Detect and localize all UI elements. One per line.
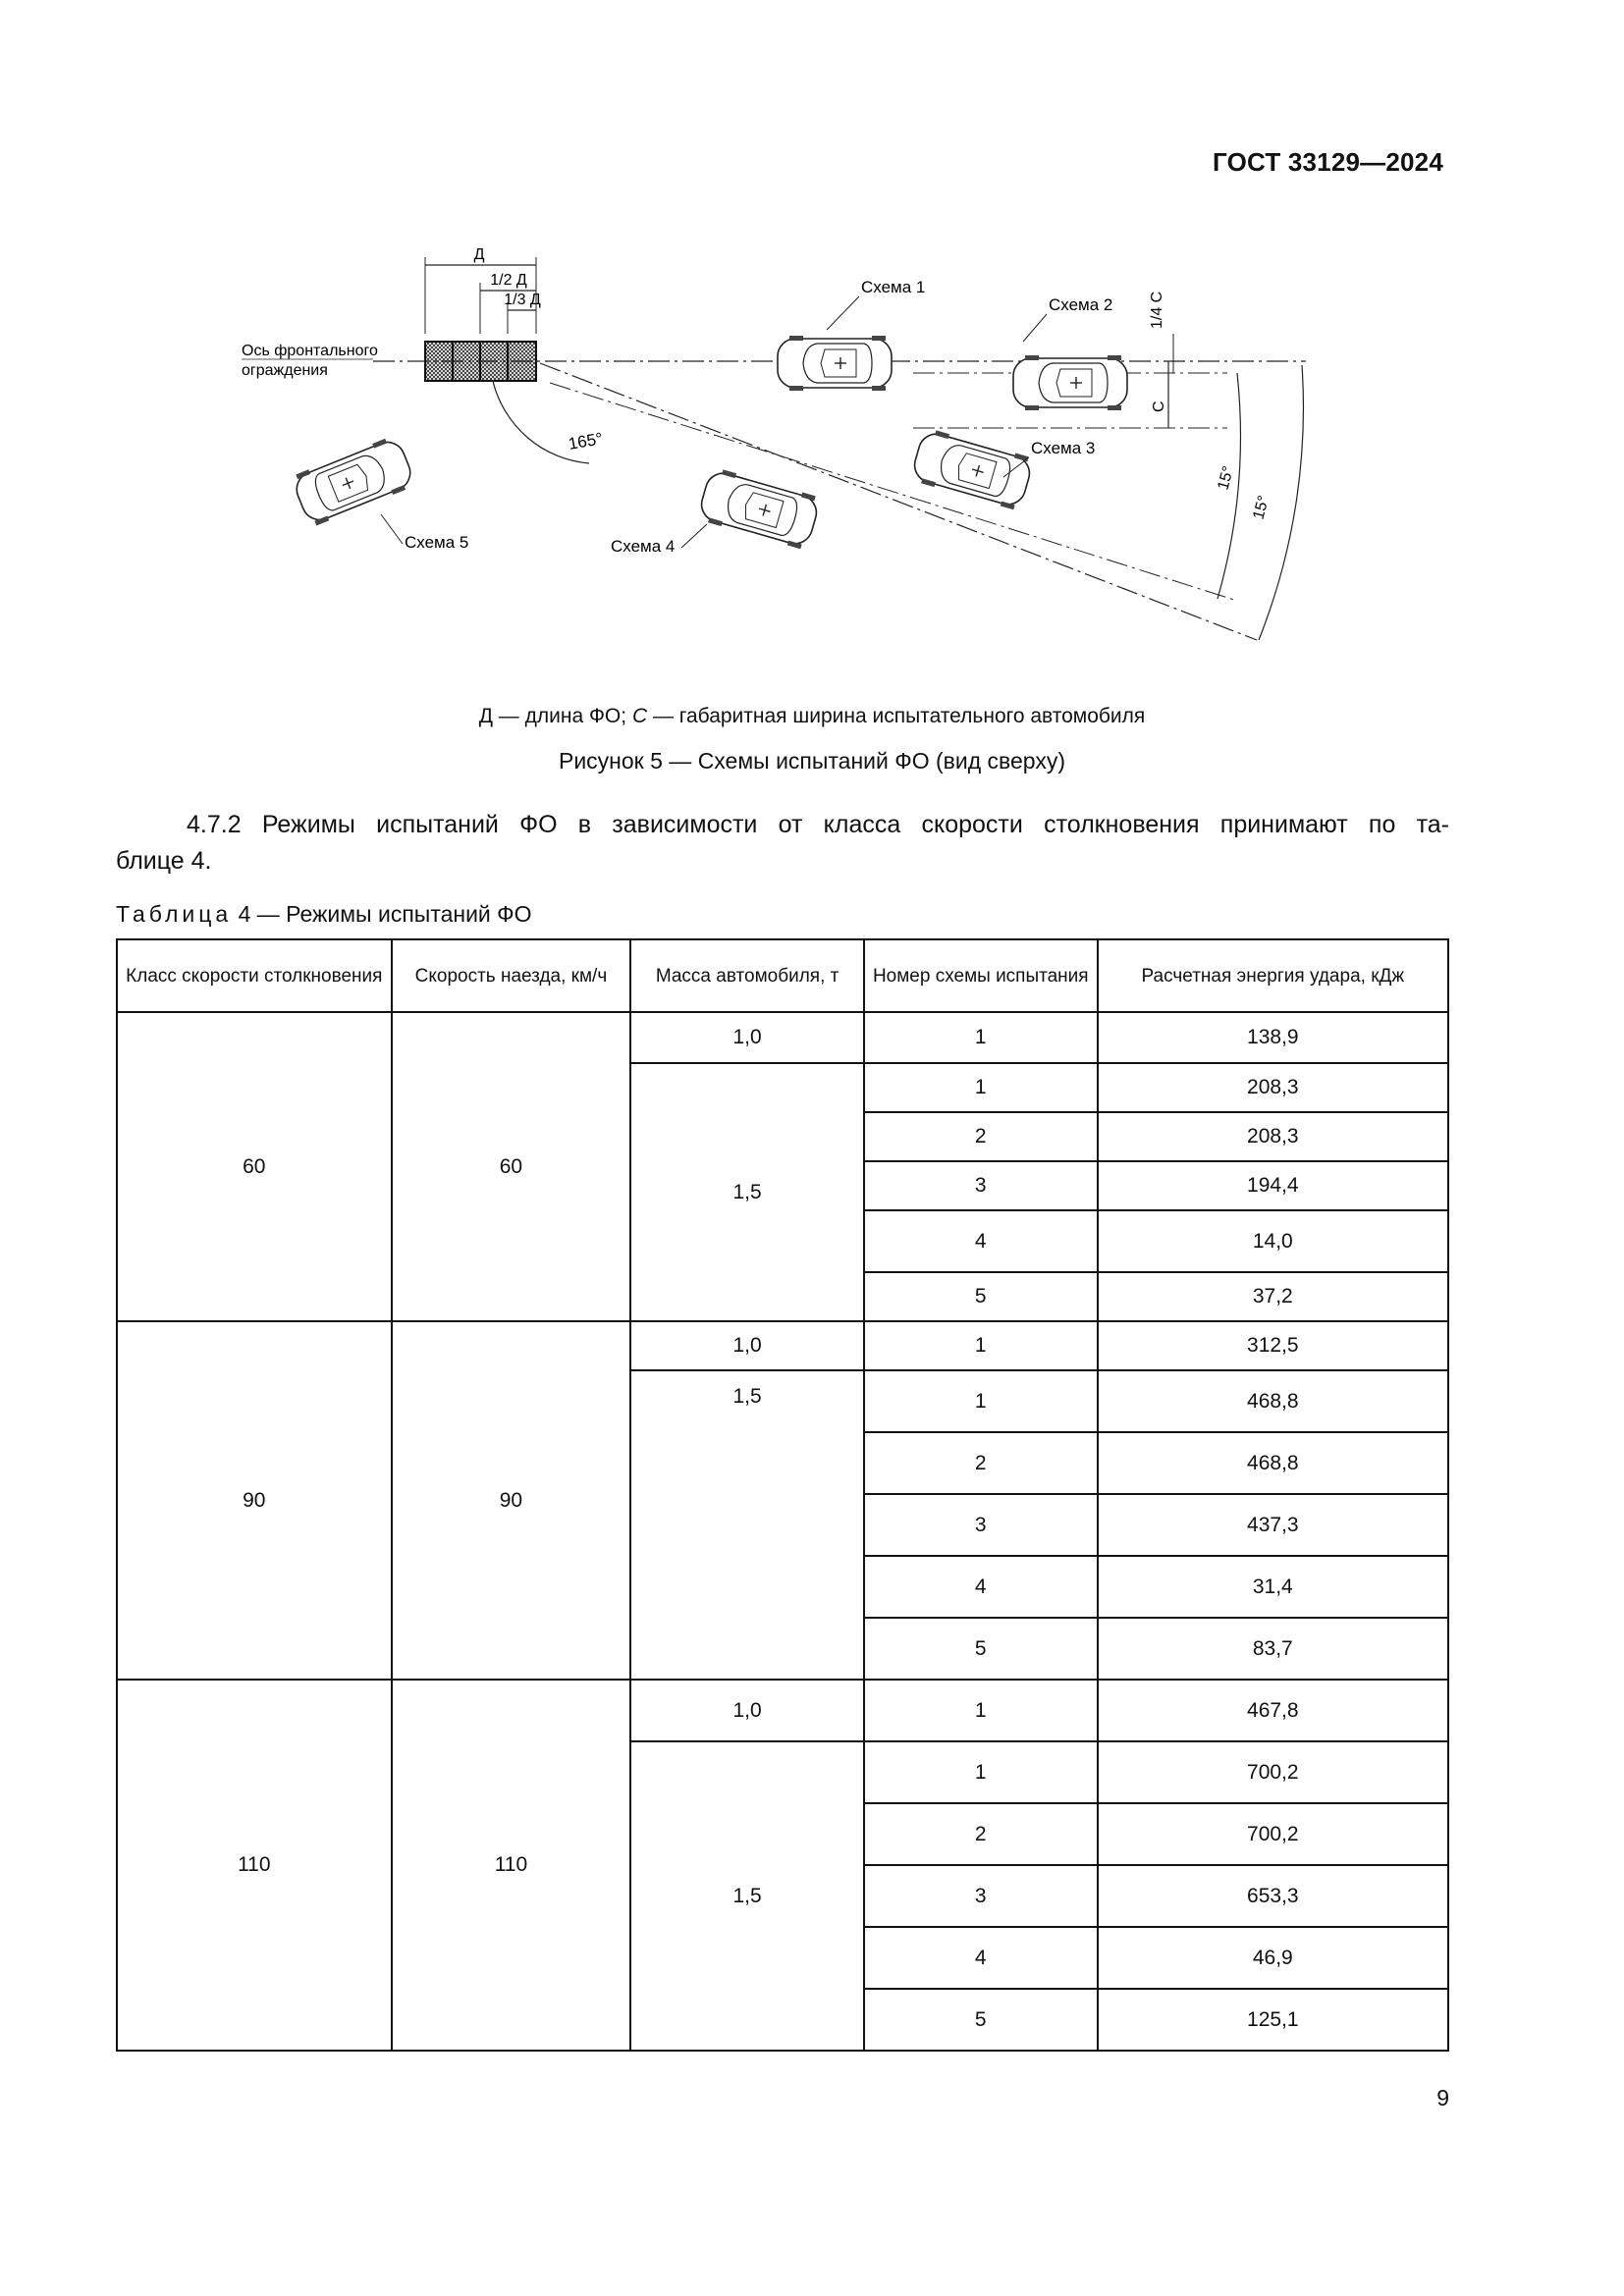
scheme-cell: 3 xyxy=(864,1865,1098,1927)
car-scheme-1 xyxy=(778,336,892,391)
scheme-cell: 1 xyxy=(864,1321,1098,1370)
axis-label-line2: ограждения xyxy=(242,362,328,379)
speed-class-cell: 60 xyxy=(117,1012,392,1321)
table-row xyxy=(117,1012,1448,1063)
table-title xyxy=(116,901,532,928)
mass-cell: 1,5 xyxy=(630,1741,864,2051)
table-row xyxy=(117,1321,1448,1370)
scheme-cell: 1 xyxy=(864,1370,1098,1432)
angle-165-label: 165° xyxy=(567,429,605,454)
dim-half-label: 1/2 Д xyxy=(490,272,527,289)
car-scheme-5 xyxy=(291,434,417,527)
scheme-cell: 1 xyxy=(864,1063,1098,1112)
energy-cell: 194,4 xyxy=(1098,1161,1448,1210)
scheme-cell: 3 xyxy=(864,1161,1098,1210)
energy-cell: 468,8 xyxy=(1098,1432,1448,1494)
car-scheme-3 xyxy=(910,427,1035,511)
paragraph-line-2: блице 4. xyxy=(116,847,212,875)
energy-cell: 138,9 xyxy=(1098,1012,1448,1063)
dim-third-label: 1/3 Д xyxy=(504,292,541,308)
energy-cell: 653,3 xyxy=(1098,1865,1448,1927)
speed-cell: 60 xyxy=(392,1012,631,1321)
energy-cell: 31,4 xyxy=(1098,1556,1448,1618)
page-number: 9 xyxy=(1436,2085,1449,2110)
energy-cell: 208,3 xyxy=(1098,1063,1448,1112)
car-scheme-4 xyxy=(697,466,822,551)
test-schemes-figure xyxy=(226,236,1326,687)
scheme-1-label: Схема 1 xyxy=(861,278,926,296)
car-scheme-2 xyxy=(1013,355,1127,410)
scheme-2-label: Схема 2 xyxy=(1049,295,1113,314)
scheme-cell: 2 xyxy=(864,1432,1098,1494)
length-dimensions xyxy=(425,246,541,334)
speed-cell: 110 xyxy=(392,1680,631,2051)
paragraph-line-1: 4.7.2 Режимы испытаний ФО в зависимости от класса скорости столкновения принимают по та- xyxy=(187,811,1449,838)
speed-class-cell: 90 xyxy=(117,1321,392,1680)
scheme-4-label: Схема 4 xyxy=(611,537,676,556)
energy-cell: 467,8 xyxy=(1098,1680,1448,1741)
energy-cell: 700,2 xyxy=(1098,1741,1448,1803)
scheme-cell: 2 xyxy=(864,1112,1098,1161)
mass-cell: 1,0 xyxy=(630,1680,864,1741)
angle-15b-label: 15° xyxy=(1250,494,1273,522)
energy-cell: 208,3 xyxy=(1098,1112,1448,1161)
scheme-cell: 5 xyxy=(864,1989,1098,2051)
table-row xyxy=(117,1680,1448,1741)
speed-cell: 90 xyxy=(392,1321,631,1680)
energy-cell: 14,0 xyxy=(1098,1210,1448,1272)
table-header-row xyxy=(117,939,1448,1012)
scheme-3-label: Схема 3 xyxy=(1031,439,1096,457)
scheme-cell: 5 xyxy=(864,1272,1098,1321)
energy-cell: 468,8 xyxy=(1098,1370,1448,1432)
paragraph-4-7-2 xyxy=(116,807,1449,880)
energy-cell: 437,3 xyxy=(1098,1494,1448,1556)
scheme-cell: 4 xyxy=(864,1210,1098,1272)
energy-cell: 37,2 xyxy=(1098,1272,1448,1321)
scheme-5-label: Схема 5 xyxy=(405,533,469,552)
axis-label-line1: Ось фронтального xyxy=(242,343,378,359)
legend-c-symbol: С xyxy=(631,705,648,727)
dim-full-label: Д xyxy=(473,246,485,263)
scheme-cell: 2 xyxy=(864,1803,1098,1865)
angle-15a-label: 15° xyxy=(1215,464,1238,493)
scheme-cell: 4 xyxy=(864,1927,1098,1989)
test-modes-table xyxy=(116,938,1449,2052)
quarter-c-label: 1/4 С xyxy=(1149,291,1165,329)
document-header: ГОСТ 33129—2024 xyxy=(1213,147,1443,177)
speed-class-cell: 110 xyxy=(117,1680,392,2051)
mass-cell: 1,5 xyxy=(630,1370,864,1680)
energy-cell: 83,7 xyxy=(1098,1618,1448,1680)
legend-d-text: — длина ФО; xyxy=(492,705,632,727)
scheme-cell: 1 xyxy=(864,1012,1098,1063)
header-vehicle-mass: Масса автомобиля, т xyxy=(630,939,864,1012)
c-label: С xyxy=(1151,400,1167,412)
energy-cell: 700,2 xyxy=(1098,1803,1448,1865)
scheme-cell: 3 xyxy=(864,1494,1098,1556)
figure-legend xyxy=(0,705,1624,728)
mass-cell: 1,0 xyxy=(630,1012,864,1063)
legend-d-symbol: Д xyxy=(478,705,493,727)
scheme-cell: 4 xyxy=(864,1556,1098,1618)
width-dimensions xyxy=(1149,292,1173,428)
table-title-word: Таблица xyxy=(116,901,233,927)
mass-cell: 1,0 xyxy=(630,1321,864,1370)
header-scheme-number: Номер схемы испытания xyxy=(864,939,1098,1012)
legend-c-text: — габаритная ширина испытательного автомобиля xyxy=(647,705,1146,727)
header-speed-class: Класс скорости столкновения xyxy=(117,939,392,1012)
mass-cell: 1,5 xyxy=(630,1063,864,1321)
scheme-cell: 1 xyxy=(864,1741,1098,1803)
scheme-cell: 1 xyxy=(864,1680,1098,1741)
header-impact-speed: Скорость наезда, км/ч xyxy=(392,939,631,1012)
table-title-rest: 4 — Режимы испытаний ФО xyxy=(232,901,532,927)
figure-caption: Рисунок 5 — Схемы испытаний ФО (вид сверху) xyxy=(558,748,1066,774)
header-impact-energy: Расчетная энергия удара, кДж xyxy=(1098,939,1448,1012)
energy-cell: 312,5 xyxy=(1098,1321,1448,1370)
scheme-cell: 5 xyxy=(864,1618,1098,1680)
energy-cell: 125,1 xyxy=(1098,1989,1448,2051)
energy-cell: 46,9 xyxy=(1098,1927,1448,1989)
